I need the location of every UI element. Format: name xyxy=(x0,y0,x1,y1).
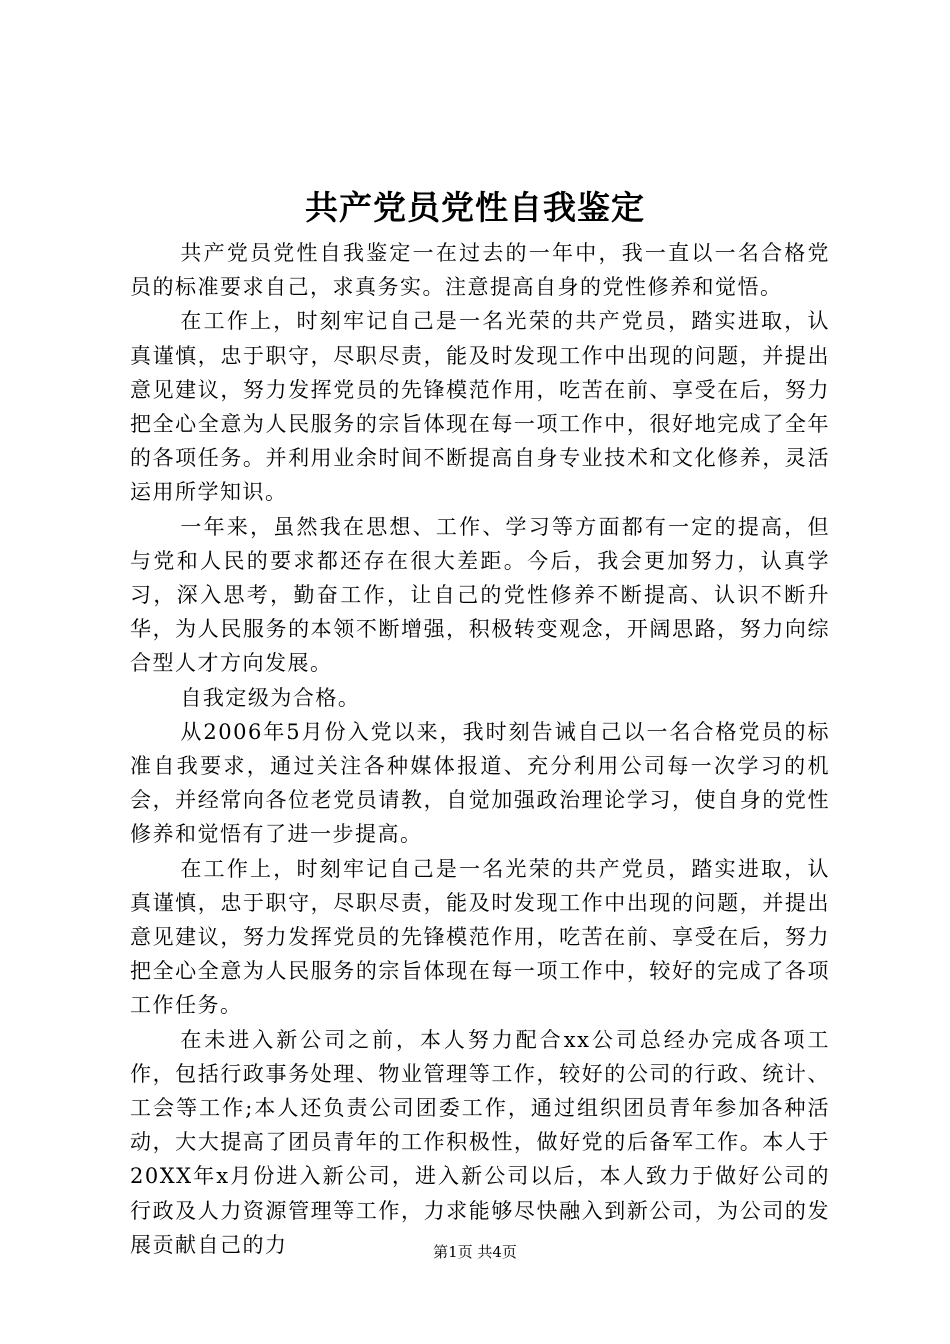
page-footer: 第1页 共4页 xyxy=(433,1243,517,1261)
document-title: 共产党员党性自我鉴定 xyxy=(305,188,645,227)
document-body xyxy=(130,236,830,1262)
paragraph: 在工作上，时刻牢记自己是一名光荣的共产党员，踏实进取，认真谨慎，忠于职守，尽职尽责，能及时发现工作中出现的问题，并提出意见建议，努力发挥党员的先锋模范作用，吃苦在前、享受在后，努力把全心全意为人民服务的宗旨体现在每一项工作中，很好地完成了全年的各项任务。并利用业余时间不断提高自身专业技术和文化修养，灵活运用所学知识。 xyxy=(130,309,830,505)
paragraph: 在工作上，时刻牢记自己是一名光荣的共产党员，踏实进取，认真谨慎，忠于职守，尽职尽责，能及时发现工作中出现的问题，并提出意见建议，努力发挥党员的先锋模范作用，吃苦在前、享受在后，努力把全心全意为人民服务的宗旨体现在每一项工作中，较好的完成了各项工作任务。 xyxy=(130,856,830,1018)
paragraph: 一年来，虽然我在思想、工作、学习等方面都有一定的提高，但与党和人民的要求都还存在很大差距。今后，我会更加努力，认真学习，深入思考，勤奋工作，让自己的党性修养不断提高、认识不断升华，为人民服务的本领不断增强，积极转变观念，开阔思路，努力向综合型人才方向发展。 xyxy=(130,514,830,676)
paragraph: 在未进入新公司之前，本人努力配合xx公司总经办完成各项工作，包括行政事务处理、物业管理等工作，较好的公司的行政、统计、工会等工作;本人还负责公司团委工作，通过组织团员青年参加各种活动，大大提高了团员青年的工作积极性，做好党的后备军工作。本人于20XX年x月份进入新公司，进入新公司以后，本人致力于做好公司的行政及人力资源管理等工作，力求能够尽快融入到新公司，为公司的发展贡献自己的力 xyxy=(130,1027,830,1257)
paragraph: 共产党员党性自我鉴定一在过去的一年中，我一直以一名合格党员的标准要求自己，求真务实。注意提高自身的党性修养和觉悟。 xyxy=(130,241,830,300)
paragraph: 自我定级为合格。 xyxy=(180,685,361,710)
paragraph: 从2006年5月份入党以来，我时刻告诫自己以一名合格党员的标准自我要求，通过关注各种媒体报道、充分利用公司每一次学习的机会，并经常向各位老党员请教，自觉加强政治理论学习，使自身的党性修养和觉悟有了进一步提高。 xyxy=(130,719,830,847)
